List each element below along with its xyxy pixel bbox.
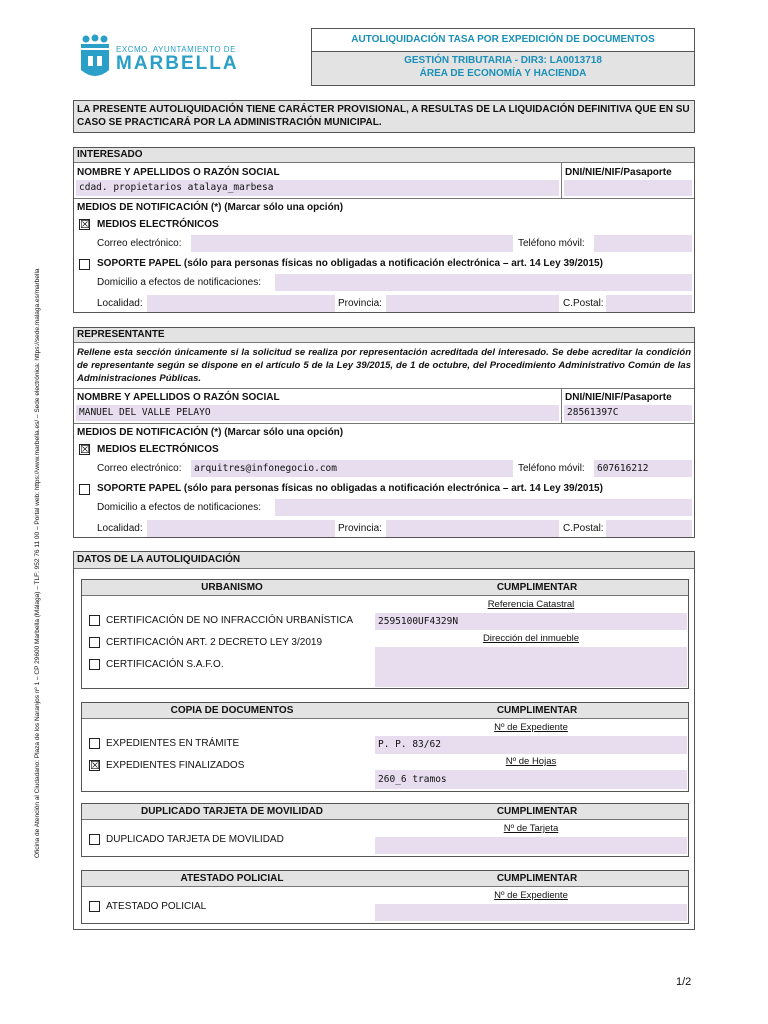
copia-hojas-field[interactable]: 260_6 tramos bbox=[375, 770, 687, 789]
medios-label: MEDIOS DE NOTIFICACIÓN (*) (Marcar sólo una opción) bbox=[77, 202, 344, 213]
direccion-field[interactable] bbox=[375, 647, 687, 687]
rep-electronicos-checkbox[interactable]: ☒ bbox=[80, 443, 90, 456]
copia-item-1: EXPEDIENTES EN TRÁMITE bbox=[106, 738, 240, 749]
correo-label: Correo electrónico: bbox=[97, 238, 182, 249]
atestado-exp-field[interactable] bbox=[375, 904, 687, 921]
interesado-name-field[interactable]: cdad. propietarios atalaya_marbesa bbox=[76, 180, 559, 196]
urbanismo-check-2[interactable] bbox=[89, 637, 100, 648]
telefono-label: Teléfono móvil: bbox=[518, 238, 585, 249]
name-label: NOMBRE Y APELLIDOS O RAZÓN SOCIAL bbox=[77, 167, 280, 178]
header-box bbox=[311, 28, 695, 86]
duplicado-cumplimentar: CUMPLIMENTAR bbox=[496, 806, 578, 817]
papel-checkbox[interactable] bbox=[79, 259, 90, 270]
dni-label: DNI/NIE/NIF/Pasaporte bbox=[565, 167, 672, 178]
rep-name-label: NOMBRE Y APELLIDOS O RAZÓN SOCIAL bbox=[77, 392, 280, 403]
interesado-dni-field[interactable] bbox=[564, 180, 692, 196]
representante-section bbox=[73, 327, 695, 538]
urbanismo-check-3[interactable] bbox=[89, 659, 100, 670]
rep-papel-checkbox[interactable] bbox=[79, 484, 90, 495]
localidad-label: Localidad: bbox=[97, 298, 143, 309]
logo-line2: MARBELLA bbox=[116, 53, 239, 74]
representante-title: REPRESENTANTE bbox=[74, 328, 694, 343]
domicilio-label: Domicilio a efectos de notificaciones: bbox=[97, 277, 261, 288]
representante-cpostal-field[interactable] bbox=[606, 520, 692, 537]
provincia-label: Provincia: bbox=[338, 298, 382, 309]
ref-catastral-field[interactable]: 2595100UF4329N bbox=[375, 613, 687, 630]
urbanismo-cumplimentar: CUMPLIMENTAR bbox=[496, 582, 578, 593]
rep-medios-label: MEDIOS DE NOTIFICACIÓN (*) (Marcar sólo una opción) bbox=[77, 427, 344, 438]
atestado-title: ATESTADO POLICIAL bbox=[180, 873, 284, 884]
representante-localidad-field[interactable] bbox=[147, 520, 335, 537]
interesado-telefono-field[interactable] bbox=[594, 235, 692, 252]
copia-title: COPIA DE DOCUMENTOS bbox=[170, 705, 294, 716]
urbanismo-item-2: CERTIFICACIÓN ART. 2 DECRETO LEY 3/2019 bbox=[106, 637, 323, 648]
duplicado-box bbox=[81, 803, 689, 857]
provisional-notice bbox=[73, 100, 695, 133]
city-crest-icon bbox=[78, 34, 112, 84]
copia-check-2[interactable]: ☒ bbox=[90, 759, 100, 772]
urbanismo-item-3: CERTIFICACIÓN S.A.F.O. bbox=[106, 659, 224, 670]
atestado-cumplimentar: CUMPLIMENTAR bbox=[496, 873, 578, 884]
copia-hojas-label: Nº de Hojas bbox=[505, 756, 557, 767]
copia-item-2: EXPEDIENTES FINALIZADOS bbox=[106, 760, 245, 771]
datos-title: DATOS DE LA AUTOLIQUIDACIÓN bbox=[74, 552, 694, 569]
direccion-label: Dirección del inmueble bbox=[482, 633, 580, 644]
copia-exp-label: Nº de Expediente bbox=[494, 722, 568, 733]
interesado-provincia-field[interactable] bbox=[386, 295, 559, 312]
atestado-check[interactable] bbox=[89, 901, 100, 912]
duplicado-check[interactable] bbox=[89, 834, 100, 845]
rep-correo-label: Correo electrónico: bbox=[97, 463, 182, 474]
rep-telefono-label: Teléfono móvil: bbox=[518, 463, 585, 474]
side-contact-text: Oficina de Atención al Ciudadano: Plaza de los Naranjos nº 1 – CP 29600 Marbella (Málaga) – TLF: 952 76 11 00 – Portal web: https://www.marbella.es/ – Sede electrónica: https://sede.malaga.es/marbella bbox=[34, 268, 41, 858]
papel-label: SOPORTE PAPEL (sólo para personas físicas no obligadas a notificación electrónica – art. 14 Ley 39/2015) bbox=[97, 258, 603, 269]
duplicado-item: DUPLICADO TARJETA DE MOVILIDAD bbox=[106, 834, 284, 845]
logo bbox=[78, 34, 248, 84]
interesado-cpostal-field[interactable] bbox=[606, 295, 692, 312]
interesado-domicilio-field[interactable] bbox=[275, 274, 692, 291]
header-title: AUTOLIQUIDACIÓN TASA POR EXPEDICIÓN DE DOCUMENTOS bbox=[351, 34, 655, 45]
representante-correo-field[interactable]: arquitres@infonegocio.com bbox=[191, 460, 513, 477]
ref-catastral-label: Referencia Catastral bbox=[487, 599, 575, 610]
representante-telefono-field[interactable]: 607616212 bbox=[594, 460, 692, 477]
rep-papel-label: SOPORTE PAPEL (sólo para personas físicas no obligadas a notificación electrónica – art. 14 Ley 39/2015) bbox=[97, 483, 603, 494]
interesado-section bbox=[73, 147, 695, 313]
representante-provincia-field[interactable] bbox=[386, 520, 559, 537]
representante-dni-field[interactable]: 28561397C bbox=[564, 405, 692, 421]
representante-domicilio-field[interactable] bbox=[275, 499, 692, 516]
urbanismo-box bbox=[81, 579, 689, 689]
rep-electronicos-label: MEDIOS ELECTRÓNICOS bbox=[97, 444, 219, 455]
urbanismo-title: URBANISMO bbox=[201, 582, 263, 593]
copia-check-1[interactable] bbox=[89, 738, 100, 749]
atestado-exp-label: Nº de Expediente bbox=[494, 890, 568, 901]
interesado-localidad-field[interactable] bbox=[147, 295, 335, 312]
notice-text: LA PRESENTE AUTOLIQUIDACIÓN TIENE CARÁCTER PROVISIONAL, A RESULTAS DE LA LIQUIDACIÓN DEFINITIVA QUE EN SU CASO SE PRACTICARÁ POR LA ADMINISTRACIÓN MUNICIPAL. bbox=[77, 104, 690, 128]
atestado-box bbox=[81, 870, 689, 924]
electronicos-checkbox[interactable]: ☒ bbox=[80, 218, 90, 231]
duplicado-title: DUPLICADO TARJETA DE MOVILIDAD bbox=[140, 806, 324, 817]
copia-cumplimentar: CUMPLIMENTAR bbox=[496, 705, 578, 716]
rep-provincia-label: Provincia: bbox=[338, 523, 382, 534]
page-number: 1/2 bbox=[676, 976, 692, 988]
copia-box bbox=[81, 702, 689, 792]
interesado-correo-field[interactable] bbox=[191, 235, 513, 252]
electronicos-label: MEDIOS ELECTRÓNICOS bbox=[97, 219, 219, 230]
rep-dni-label: DNI/NIE/NIF/Pasaporte bbox=[565, 392, 672, 403]
urbanismo-item-1: CERTIFICACIÓN DE NO INFRACCIÓN URBANÍSTICA bbox=[106, 615, 354, 626]
copia-exp-field[interactable]: P. P. 83/62 bbox=[375, 736, 687, 754]
representante-note: Rellene esta sección únicamente si la solicitud se realiza por representación acreditada del interesado. Se debe acreditar la condición de representante según se dispone en el artículo 5 de la Ley 39/2015, de 1 de octubre, del Procedimiento Administrativo Común de las Administraciones Públicas. bbox=[77, 347, 691, 384]
tarjeta-label: Nº de Tarjeta bbox=[503, 823, 559, 834]
representante-name-field[interactable]: MANUEL DEL VALLE PELAYO bbox=[76, 405, 559, 421]
rep-localidad-label: Localidad: bbox=[97, 523, 143, 534]
interesado-title: INTERESADO bbox=[74, 148, 694, 163]
header-sub2: ÁREA DE ECONOMÍA Y HACIENDA bbox=[419, 68, 587, 79]
urbanismo-check-1[interactable] bbox=[89, 615, 100, 626]
tarjeta-field[interactable] bbox=[375, 837, 687, 854]
header-sub1: GESTIÓN TRIBUTARIA - DIR3: LA0013718 bbox=[404, 55, 602, 66]
rep-domicilio-label: Domicilio a efectos de notificaciones: bbox=[97, 502, 261, 513]
datos-section bbox=[73, 551, 695, 930]
logo-line1: EXCMO. AYUNTAMIENTO DE bbox=[116, 45, 236, 54]
cpostal-label: C.Postal: bbox=[563, 298, 604, 309]
rep-cpostal-label: C.Postal: bbox=[563, 523, 604, 534]
atestado-item: ATESTADO POLICIAL bbox=[106, 901, 207, 912]
